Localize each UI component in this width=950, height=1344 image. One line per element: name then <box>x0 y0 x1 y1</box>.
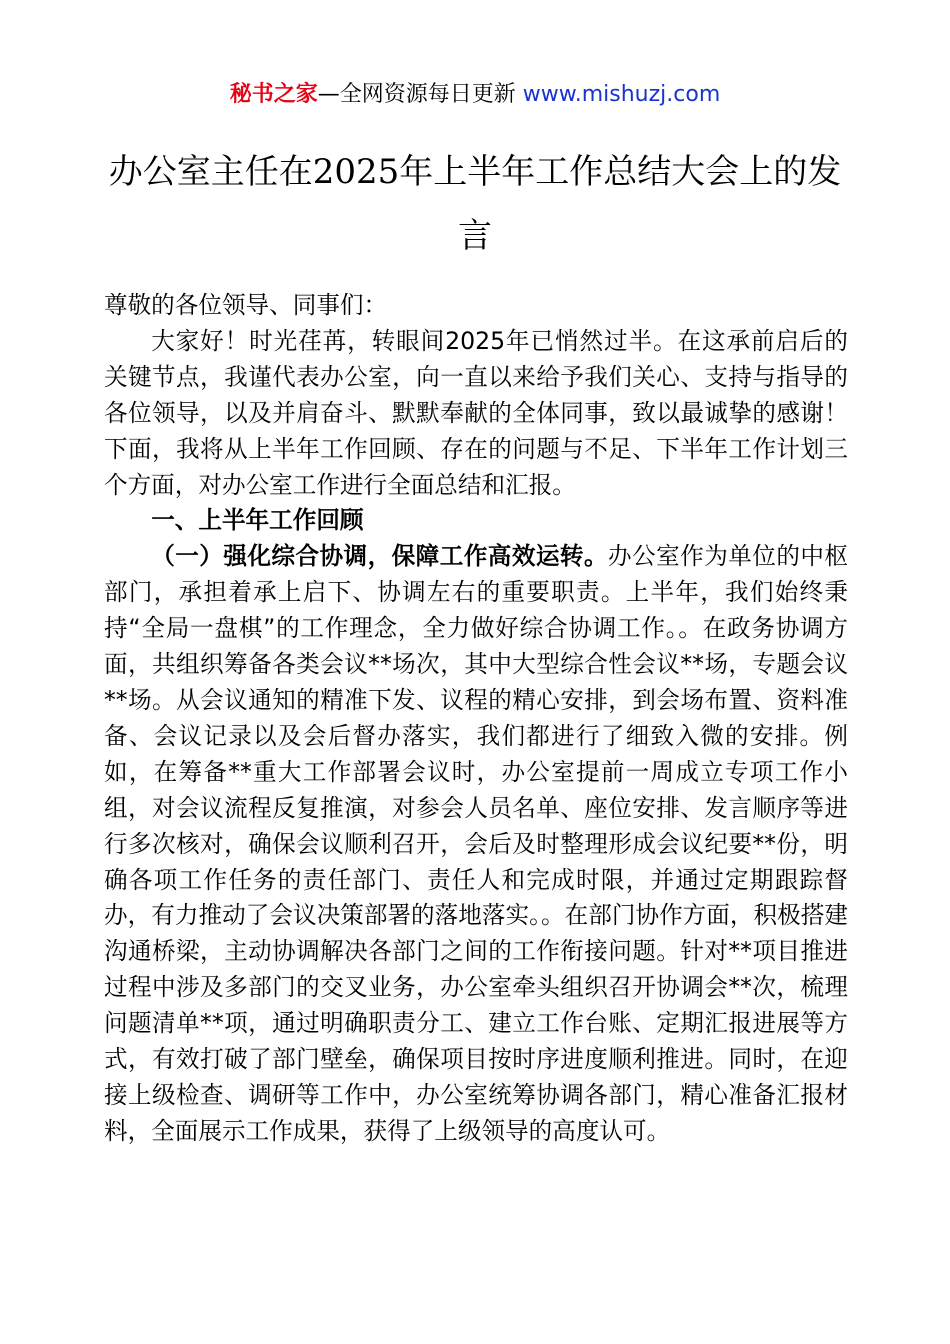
document-body <box>104 288 848 1150</box>
site-header <box>0 80 950 110</box>
salutation: 尊敬的各位领导、同事们： <box>104 291 388 319</box>
site-url-link[interactable]: www.mishuzj.com <box>522 82 721 107</box>
subsection-heading-1: （一）强化综合协调，保障工作高效运转。 <box>151 542 609 571</box>
section-heading-1: 一、上半年工作回顾 <box>151 506 364 535</box>
brand-name: 秘书之家 <box>229 82 318 107</box>
intro-paragraph: 大家好！时光荏苒，转眼间2025年已悄然过半。在这承前启后的关键节点，我谨代表办公室，向一直以来给予我们关心、支持与指导的各位领导，以及并肩奋斗、默默奉献的全体同事，致以最诚挚的感谢！下面，我将从上半年工作回顾、存在的问题与不足、下半年工作计划三个方面，对办公室工作进行全面总结和汇报。 <box>104 326 848 499</box>
document-title: 办公室主任在2025年上半年工作总结大会上的发言 <box>108 152 842 256</box>
header-tagline: —全网资源每日更新 <box>317 82 516 107</box>
subsection-paragraph-1 <box>104 539 848 1149</box>
subsection-body-1: 办公室作为单位的中枢部门，承担着承上启下、协调左右的重要职责。上半年，我们始终秉持“全局一盘棋”的工作理念，全力做好综合协调工作。。在政务协调方面，共组织筹备各类会议**场次，其中大型综合性会议**场，专题会议**场。从会议通知的精准下发、议程的精心安排，到会场布置、资料准备、会议记录以及会后督办落实，我们都进行了细致入微的安排。例如，在筹备**重大工作部署会议时，办公室提前一周成立专项工作小组，对会议流程反复推演，对参会人员名单、座位安排、发言顺序等进行多次核对，确保会议顺利召开，会后及时整理形成会议纪要**份，明确各项工作任务的责任部门、责任人和完成时限，并通过定期跟踪督办，有力推动了会议决策部署的落地落实。。在部门协作方面，积极搭建沟通桥梁，主动协调解决各部门之间的工作衔接问题。针对**项目推进过程中涉及多部门的交叉业务，办公室牵头组织召开协调会**次，梳理问题清单**项，通过明确职责分工、建立工作台账、定期汇报进展等方式，有效打破了部门壁垒，确保项目按时序进度顺利推进。同时，在迎接上级检查、调研等工作中，办公室统筹协调各部门，精心准备汇报材料，全面展示工作成果，获得了上级领导的高度认可。 <box>104 542 849 1145</box>
